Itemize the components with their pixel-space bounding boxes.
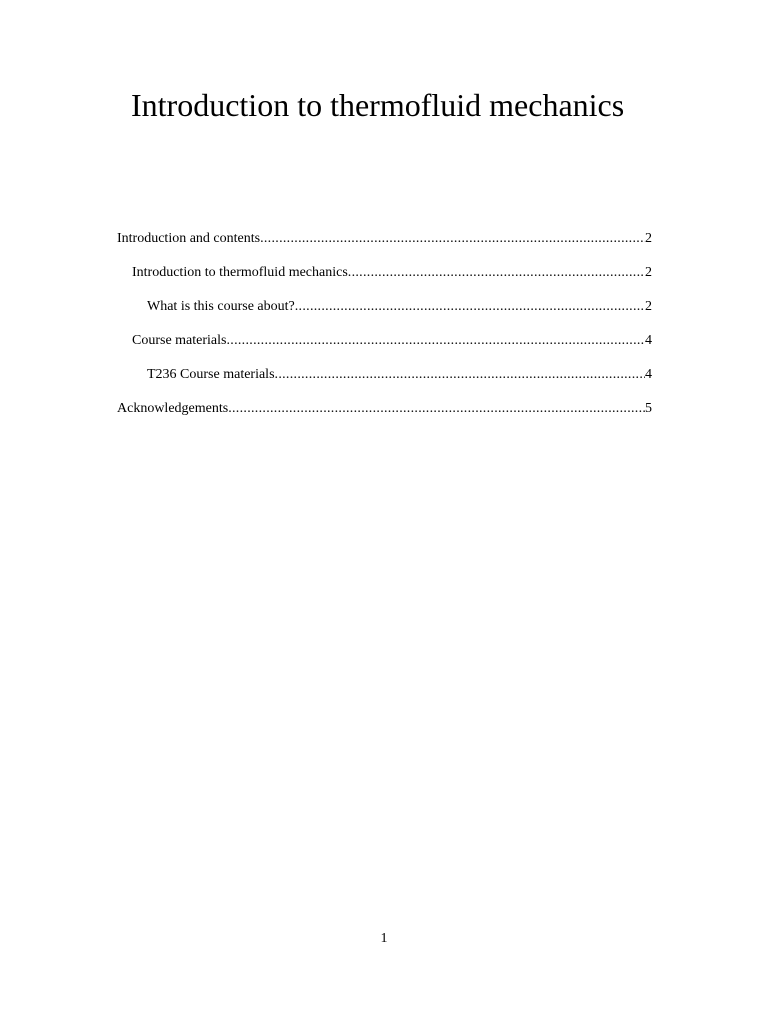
toc-dot-leader xyxy=(226,331,645,351)
toc-entry-page-number: 2 xyxy=(645,265,652,280)
table-of-contents xyxy=(117,229,652,433)
toc-entry-label[interactable]: What is this course about? xyxy=(147,299,295,314)
toc-entry-introduction-to-thermofluid-mechanics[interactable] xyxy=(117,263,652,297)
toc-entry-page-number: 4 xyxy=(645,333,652,348)
toc-entry-page-number: 2 xyxy=(645,231,652,246)
toc-dot-leader xyxy=(228,399,645,419)
toc-entry-page-number: 5 xyxy=(645,401,652,416)
toc-entry-t236-course-materials[interactable] xyxy=(117,365,652,399)
toc-entry-acknowledgements[interactable] xyxy=(117,399,652,433)
toc-entry-page-number: 4 xyxy=(645,367,652,382)
toc-entry-label[interactable]: Introduction to thermofluid mechanics xyxy=(132,265,348,280)
toc-dot-leader xyxy=(275,365,645,385)
toc-entry-page-number: 2 xyxy=(645,299,652,314)
toc-dot-leader xyxy=(295,297,645,317)
toc-entry-label[interactable]: T236 Course materials xyxy=(147,367,275,382)
toc-dot-leader xyxy=(348,263,645,283)
toc-entry-label[interactable]: Acknowledgements xyxy=(117,401,229,416)
page-title: Introduction to thermofluid mechanics xyxy=(131,87,625,123)
page-footer-number: 1 xyxy=(380,931,388,946)
toc-entry-label[interactable]: Course materials xyxy=(132,333,227,348)
toc-entry-course-materials[interactable] xyxy=(117,331,652,365)
toc-entry-introduction-and-contents[interactable] xyxy=(117,229,652,263)
toc-dot-leader xyxy=(260,229,645,249)
toc-entry-what-is-this-course-about[interactable] xyxy=(117,297,652,331)
toc-entry-label[interactable]: Introduction and contents xyxy=(117,231,261,246)
